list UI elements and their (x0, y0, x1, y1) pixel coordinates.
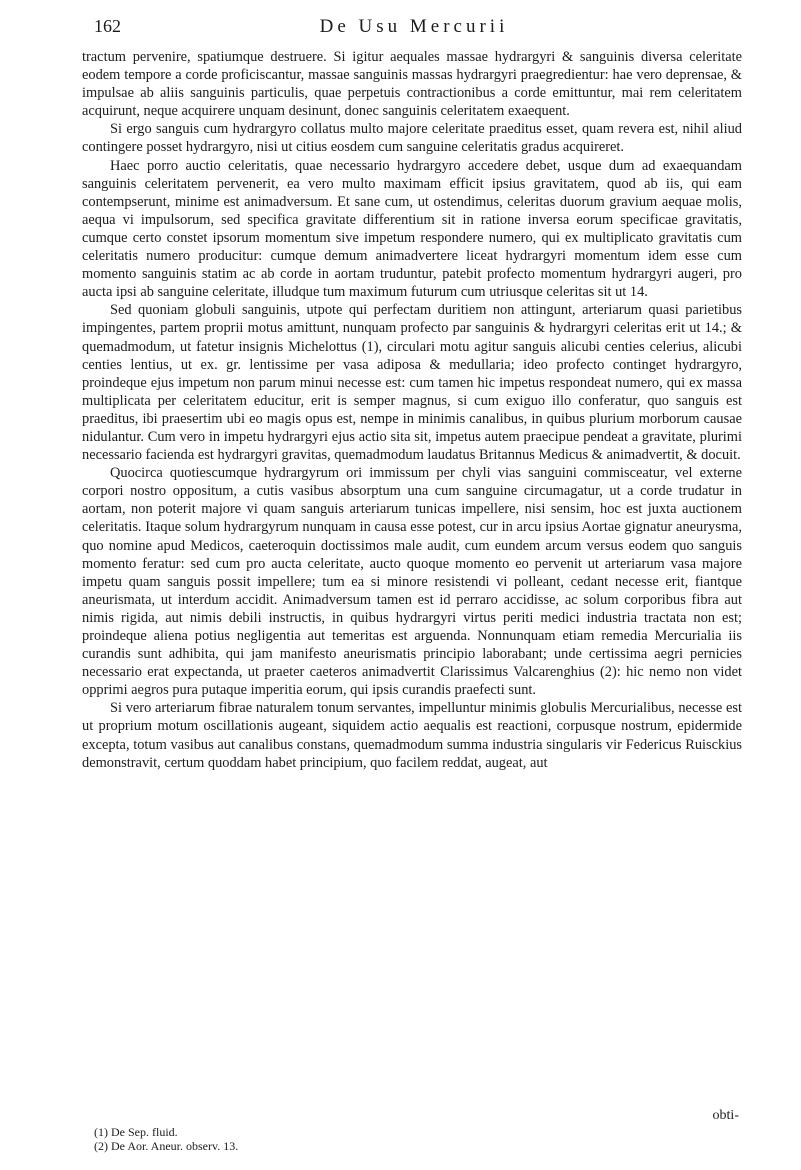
body-text (82, 48, 742, 772)
page-number: 162 (94, 16, 121, 36)
footnote: (1) De Sep. fluid. (94, 1125, 178, 1139)
paragraph: Haec porro auctio celeritatis, quae necessario hydrargyro accedere debet, usque dum ad exaequandam sanguinis celeritatem pervenerit, ea vero multo maximam efficit ipsius gravitatem, quod ab iis, qui eam contempserunt, minime est animadversum. Et sane cum, ut ostendimus, celeritas duorum gravium aequae molis, aequa vi impulsorum, sed specifica gravitate differentium sit in ratione inversa eorum specificae gravitatis, cumque certo constet ipsorum momentum sive impetum respondere numero, qui ex multiplicato gravitatis cum celeritatis numero producitur: cumque demum animadvertere liceat hydrargyri momentum idem esse cum momento sanguinis statim ac ab corde in aortam truduntur, patebit profecto momentum hydrargyri augeri, pro aucta ipsi ab sanguine celeritate, illudque tum maximum futurum cum utriusque celeritas sit ut 14. (82, 157, 742, 301)
footnote: (2) De Aor. Aneur. observ. 13. (94, 1139, 239, 1153)
paragraph: Quocirca quotiescumque hydrargyrum ori immissum per chyli vias sanguini commisceatur, vel externe corpori nostro oppositum, a cutis vasibus absorptum una cum sanguine circumagatur, ut a corde trudatur in aortam, non poterit majore vi quam sanguis arteriarum tunicas impellere, nisi sensim, hoc est juxta auctionem celeritatis. Itaque solum hydrargyrum nunquam in causa esse potest, cur in arcu ipsius Aortae gignatur aneurysma, quo nomine apud Medicos, caeteroquin doctissimos male audit, cum eundem arcum versus eodem quo sanguis momento feratur: sed cum pro aucta celeritate, aucto quoque momento eo pervenit ut arteriarum vasa majore impetu quam sanguis possit impellere; tum ea si minore resistendi vi polleant, cedant necesse erit, fiantque aneurismata, ut interdum accidit. Animadversum tamen est id perraro accidisse, ac solum corporibus fibra aut nimis rigida, aut nimis debili instructis, in quibus hydrargyri virtus periti medici industria tractata non est; proindeque aliena potius negligentia aut temeritas est arguenda. Nonnunquam etiam remedia Mercurialia iis curandis sunt adhibita, qui jam manifesto aneurismatis principio laborabant; unde certissima aegri pernicies necessario erat expectanda, ut praeter caeteros animadvertit Clarissimus Valcarenghius (2): hic nemo non videt opprimi aegros pura putaque imperitia eorum, qui ipsis curandis praefecti sunt. (82, 465, 742, 699)
page-header (94, 16, 734, 38)
running-head: De Usu Mercurii (319, 16, 509, 37)
paragraph: Sed quoniam globuli sanguinis, utpote qui perfectam duritiem non attingunt, arteriarum quasi parietibus impingentes, partem proprii motus amittunt, nunquam profecto par sanguinis & hydrargyri celeritas erit ut 14.; & quemadmodum, ut fatetur insignis Michelottus (1), circulari motu agitur sanguis alicubi centies celerius, alicubi centies lentius, ut ex. gr. lentissime per vasa adiposa & medullaria; ideo profecto continget hydrargyro, proindeque ejus impetum non parum minui necesse est: cum tamen hic impetus respondeat numero, qui ex massa multiplicata per celeritatem educitur, erit is semper magnus, si cum exiguo illo conferatur, quo sanguis est praeditus, ibi praesertim ubi eo magis opus est, nempe in minimis canalibus, in quibus plurium morborum causae nidulantur. Cum vero in impetu hydrargyri ejus actio sita sit, impetus autem praecipue pendeat a gravitate, plurimi necessario facienda est hydrargyri gravitas, quemadmodum laudatus Britannus Medicus & animadvertit, & docuit. (82, 302, 742, 464)
paragraph: Si vero arteriarum fibrae naturalem tonum servantes, impelluntur minimis globulis Mercurialibus, necesse est ut proprium motum oscillationis augeant, siquidem actio aequalis est reactioni, corpusque nostrum, epidermide excepta, totum vasibus aut canalibus constans, quemadmodum summa industria singularis vir Federicus Ruisckius demonstravit, certum quoddam habet principium, quo facilem reddat, augeat, aut (82, 700, 742, 771)
catchword: obti- (712, 1108, 739, 1123)
paragraph: Si ergo sanguis cum hydrargyro collatus multo majore celeritate praeditus esset, quam revera est, nihil aliud contingere posset hydrargyro, nisi ut citius eosdem cum sanguine celeritatis gradus acquireret. (82, 121, 742, 156)
paragraph: tractum pervenire, spatiumque destruere. Si igitur aequales massae hydrargyri & sanguinis diversa celeritate eodem tempore a corde proficiscantur, massae sanguinis massas hydrargyri praegredientur: hae vero deprensae, & impulsae ab aliis sanguinis particulis, quae perpetuis contractionibus a corde emittuntur, mai rem celeritatem acquirunt, neque acquirere unquam desinunt, donec sanguinis celeritatem exaequent. (82, 49, 742, 120)
footnotes (94, 1125, 238, 1153)
